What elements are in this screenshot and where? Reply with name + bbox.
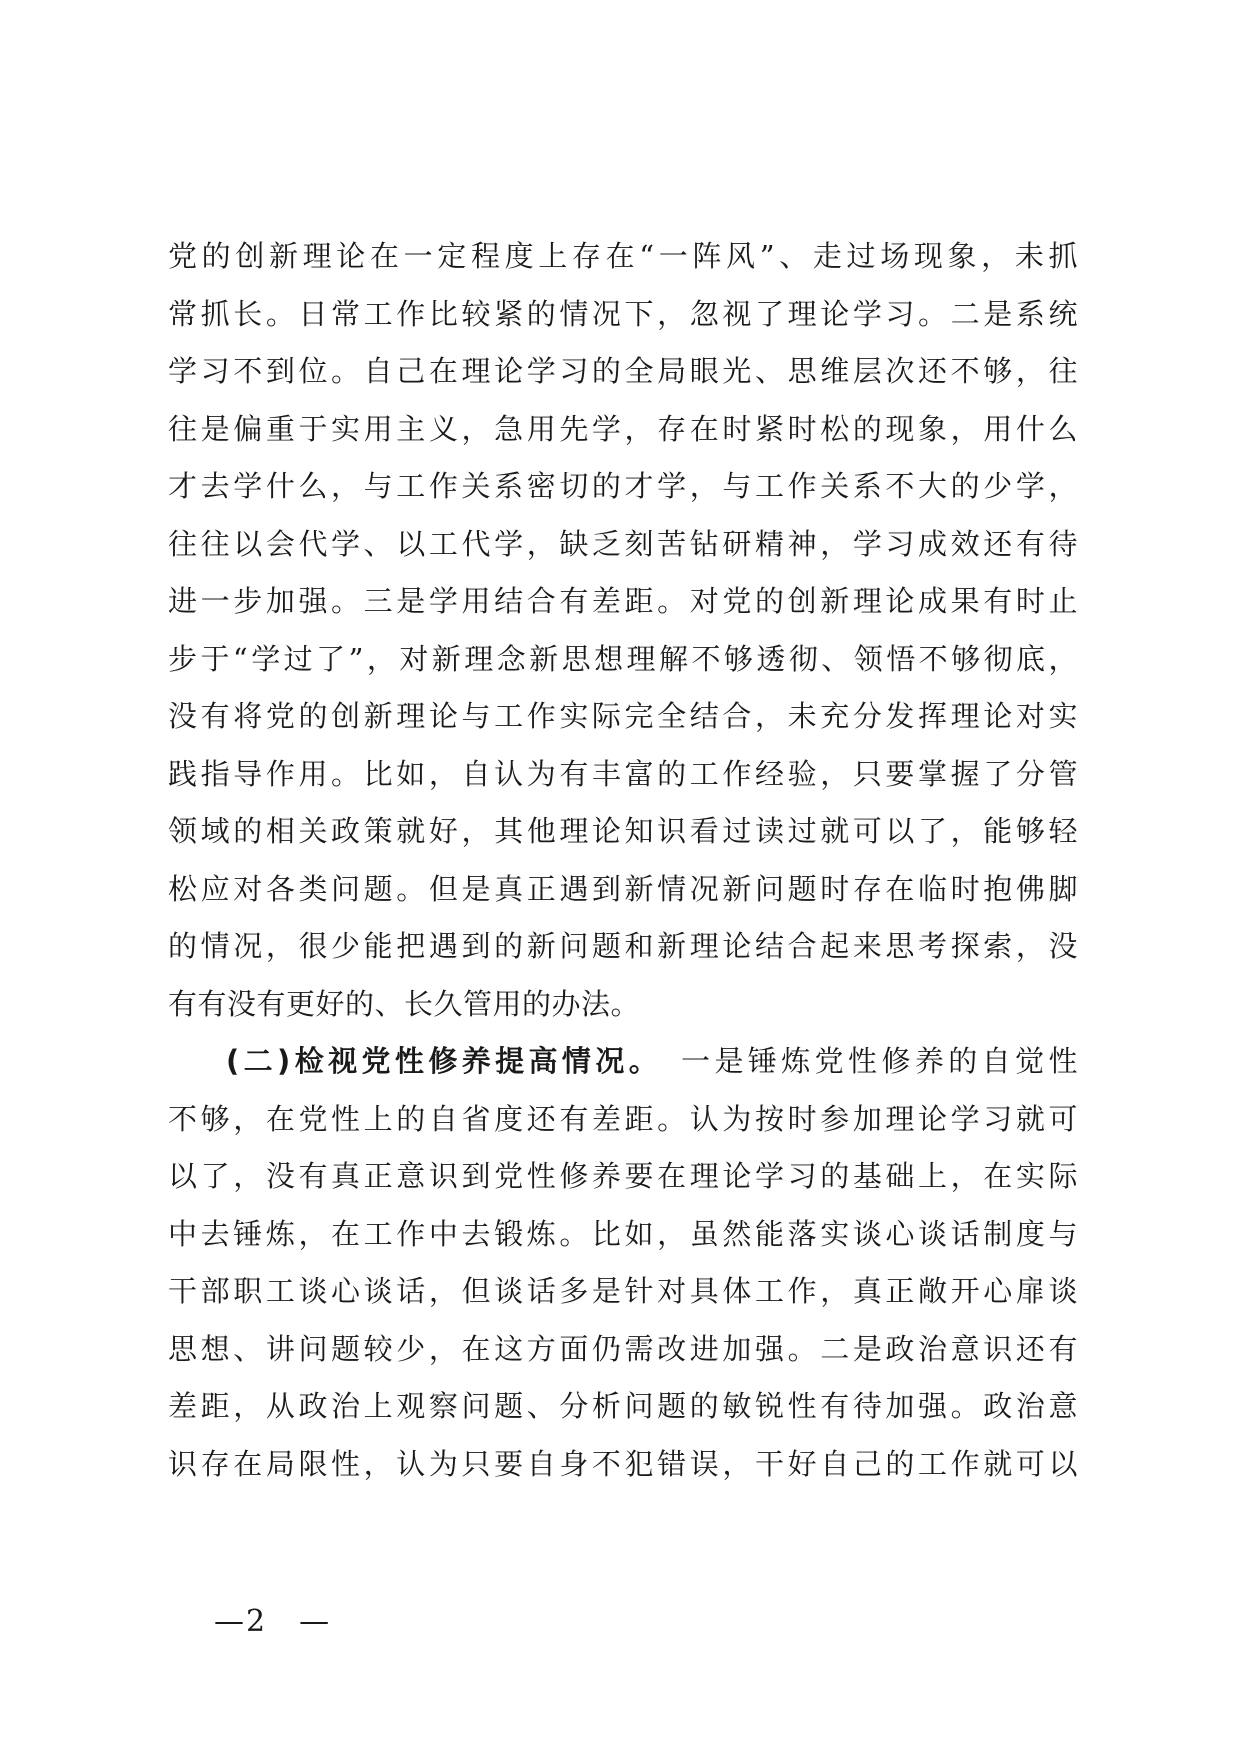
page-number: —2 — [214, 1604, 332, 1639]
text-line: 思想、讲问题较少，在这方面仍需改进加强。二是政治意识还有 [168, 1331, 1078, 1366]
section-2-heading: (二)检视党性修养提高情况。 [226, 1044, 648, 1078]
text-line: 的情况，很少能把遇到的新问题和新理论结合起来思考探索，没 [168, 929, 1078, 963]
text-line: 没有将党的创新理论与工作实际完全结合，未充分发挥理论对实 [168, 699, 1078, 733]
text-line: 往往以会代学、以工代学，缺乏刻苦钻研精神，学习成效还有待 [168, 526, 1078, 561]
text-line: 不够，在党性上的自省度还有差距。认为按时参加理论学习就可 [168, 1101, 1078, 1136]
section-2-first-line-text: 一是锤炼党性修养的自觉性 [681, 1044, 1078, 1078]
text-line: 领域的相关政策就好，其他理论知识看过读过就可以了，能够轻 [168, 814, 1078, 848]
section-2-first-line [168, 1033, 1078, 1091]
text-line: 以了，没有真正意识到党性修养要在理论学习的基础上，在实际 [168, 1159, 1078, 1193]
text-line: 步于“学过了”，对新理念新思想理解不够透彻、领悟不够彻底， [168, 641, 1078, 676]
text-line: 差距，从政治上观察问题、分析问题的敏锐性有待加强。政治意 [168, 1389, 1078, 1423]
text-line: 中去锤炼，在工作中去锻炼。比如，虽然能落实谈心谈话制度与 [168, 1216, 1078, 1251]
text-line: 有有没有更好的、长久管用的办法。 [168, 986, 641, 1021]
text-line: 进一步加强。三是学用结合有差距。对党的创新理论成果有时止 [168, 584, 1078, 618]
text-line: 才去学什么，与工作关系密切的才学，与工作关系不大的少学， [168, 469, 1078, 503]
text-line: 践指导作用。比如，自认为有丰富的工作经验，只要掌握了分管 [168, 756, 1078, 791]
body-text [168, 228, 1078, 1493]
text-line: 党的创新理论在一定程度上存在“一阵风”、走过场现象，未抓 [168, 239, 1078, 273]
text-line: 干部职工谈心谈话，但谈话多是针对具体工作，真正敞开心扉谈 [168, 1274, 1078, 1308]
text-line: 往是偏重于实用主义，急用先学，存在时紧时松的现象，用什么 [168, 411, 1078, 446]
text-line: 松应对各类问题。但是真正遇到新情况新问题时存在临时抱佛脚 [168, 871, 1078, 906]
text-line: 常抓长。日常工作比较紧的情况下，忽视了理论学习。二是系统 [168, 296, 1078, 331]
text-line: 学习不到位。自己在理论学习的全局眼光、思维层次还不够，往 [168, 354, 1078, 388]
text-line: 识存在局限性，认为只要自身不犯错误，干好自己的工作就可以 [168, 1446, 1078, 1481]
